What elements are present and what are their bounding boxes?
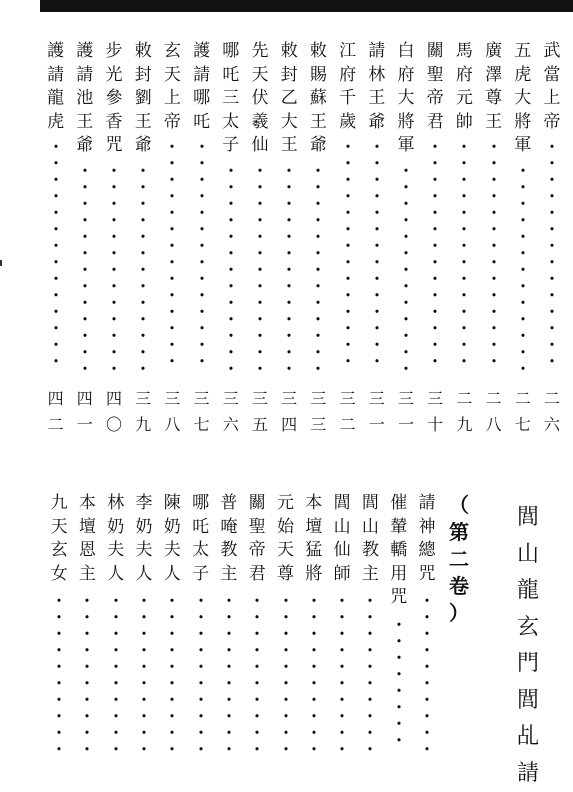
dot-leader — [358, 592, 382, 754]
dot-leader — [306, 162, 330, 371]
toc-entry-title: 敕 封 劉 王 爺 — [134, 41, 152, 155]
toc-entry-title: 步 光 參 香 咒 — [105, 41, 123, 155]
dot-leader — [47, 592, 71, 754]
dot-leader — [217, 592, 241, 754]
toc-entry-page: 三 一 — [368, 389, 385, 434]
dot-leader — [511, 162, 535, 371]
toc-entry-title: 關 聖 帝 君 — [248, 493, 266, 584]
toc-entry-title: 廣 澤 尊 王 — [485, 41, 503, 132]
dot-leader — [540, 138, 564, 370]
dot-leader — [482, 138, 506, 370]
toc-entry-title: 哪 吒 三 太 子 — [222, 41, 240, 155]
toc-entry-title: 白 府 大 將 軍 — [397, 41, 415, 155]
dot-leader — [132, 592, 156, 754]
toc-entry-page: 三 五 — [251, 389, 268, 434]
dot-leader — [245, 592, 269, 754]
toc-entry-title: 武 當 上 帝 — [543, 41, 561, 132]
dot-leader — [160, 592, 184, 754]
dot-leader — [302, 592, 326, 754]
toc-entry-title: 李 奶 夫 人 — [135, 493, 153, 584]
dot-leader — [394, 162, 418, 371]
toc-entry-title: 本 壇 猛 將 — [305, 493, 323, 584]
toc-entry-page: 三 八 — [164, 389, 181, 434]
toc-entry-page: 三 四 — [281, 389, 298, 434]
toc-entry-page: 二 七 — [514, 389, 531, 434]
toc-entry-title: 護 請 池 王 爺 — [76, 41, 94, 155]
toc-entry-title: 江 府 千 歲 — [339, 41, 357, 132]
dot-leader — [387, 616, 411, 755]
toc-entry-title: 林 奶 夫 人 — [107, 493, 125, 584]
dot-leader — [248, 162, 272, 371]
toc-entry-title: 九 天 玄 女 — [50, 493, 68, 584]
dot-leader — [330, 592, 354, 754]
dot-leader — [219, 162, 243, 371]
dot-leader — [73, 162, 97, 371]
toc-entry-title: 陳 奶 夫 人 — [163, 493, 181, 584]
dot-leader — [160, 138, 184, 370]
toc-entry-page: 二 六 — [543, 389, 560, 434]
section-title: 閭 山 龍 玄 門 閭 乩 請 — [516, 505, 539, 786]
dot-leader — [336, 138, 360, 370]
margin-mark — [0, 260, 2, 266]
toc-entry-page: 四 〇 — [105, 389, 122, 434]
toc-entry-page: 四 一 — [76, 389, 93, 434]
dot-leader — [104, 592, 128, 754]
toc-entry-page: 二 八 — [485, 389, 502, 434]
toc-entry-page: 三 一 — [397, 389, 414, 434]
toc-entry-title: 催 輦 轎 用 咒 — [390, 493, 408, 607]
dot-leader — [274, 592, 298, 754]
dot-leader — [189, 592, 213, 754]
toc-entry-title: 哪 吒 太 子 — [192, 493, 210, 584]
dot-leader — [75, 592, 99, 754]
toc-entry-title: 護 請 哪 吒 — [193, 41, 211, 132]
toc-entry-page: 四 二 — [47, 389, 64, 434]
dot-leader — [131, 162, 155, 371]
dot-leader — [102, 162, 126, 371]
toc-entry-title: 元 始 天 尊 — [277, 493, 294, 584]
toc-entry-title: 護 請 龍 虎 — [47, 41, 65, 132]
toc-entry-title: 閭 山 教 主 — [361, 493, 379, 584]
toc-entry-title: 敕 封 乙 大 王 — [280, 41, 298, 155]
dot-leader — [44, 138, 68, 370]
toc-entry-page: 三 三 — [310, 389, 327, 434]
toc-entry-title: 請 神 總 咒 — [418, 493, 436, 584]
dot-leader — [423, 138, 447, 370]
toc-entry-title: 馬 府 元 帥 — [455, 41, 473, 132]
toc-entry-title: 關 聖 帝 君 — [426, 41, 444, 132]
dot-leader — [452, 138, 476, 370]
toc-entry-title: 請 林 王 爺 — [368, 41, 386, 132]
toc-entry-title: 五 虎 大 將 軍 — [514, 41, 532, 155]
dot-leader — [365, 138, 389, 370]
dot-leader — [190, 138, 214, 370]
toc-entry-title: 玄 天 上 帝 — [163, 41, 181, 132]
toc-entry-page: 三 七 — [193, 389, 210, 434]
toc-entry-page: 三 十 — [427, 389, 444, 434]
volume-heading: （ 第 二 卷 ） — [449, 493, 469, 625]
toc-entry-page: 二 九 — [456, 389, 473, 434]
top-border — [40, 0, 573, 12]
toc-entry-page: 三 二 — [339, 389, 356, 434]
toc-entry-title: 先 天 伏 羲 仙 — [251, 41, 269, 155]
toc-entry-title: 本 壇 恩 主 — [78, 493, 96, 584]
dot-leader — [277, 162, 301, 371]
toc-entry-title: 敕 賜 蘇 王 爺 — [309, 41, 327, 155]
toc-entry-page: 三 六 — [222, 389, 239, 434]
toc-entry-title: 普 唵 教 主 — [220, 493, 238, 584]
dot-leader — [415, 592, 439, 754]
toc-entry-page: 三 九 — [135, 389, 152, 434]
toc-entry-title: 閭 山 仙 師 — [333, 493, 351, 584]
